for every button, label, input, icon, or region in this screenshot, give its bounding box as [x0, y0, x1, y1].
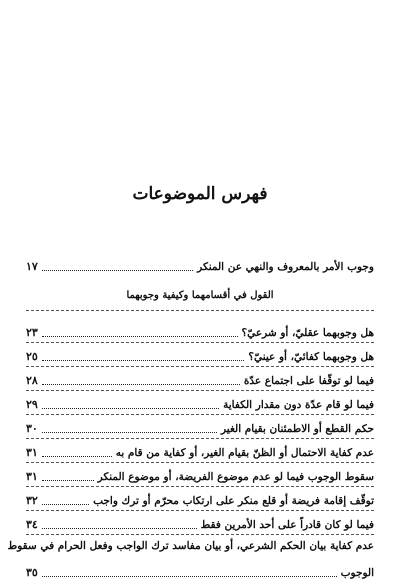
divider	[26, 342, 374, 343]
toc-entry[interactable]	[26, 254, 374, 274]
leader-dots	[42, 383, 240, 385]
toc-entry-title: فيما لو توقّفا على اجتماع عدّة	[243, 375, 374, 387]
leader-dots	[42, 527, 197, 529]
toc-entry-page: ٢٩	[26, 398, 38, 411]
toc-entry-page: ١٧	[26, 260, 38, 273]
toc-entry-title: سقوط الوجوب فيما لو عدم موضوع الفريضة، أو موضوع المنكر	[97, 471, 374, 483]
toc-entry-title: عدم كفاية الاحتمال أو الظنّ بقيام الغير، أو كفاية من قام به	[115, 447, 374, 459]
toc-entry[interactable]	[26, 368, 374, 388]
leader-dots	[42, 335, 238, 337]
toc-entry-title: وجوب الأمر بالمعروف والنهي عن المنكر	[197, 261, 374, 273]
toc-entry[interactable]	[26, 560, 374, 580]
leader-dots	[42, 269, 193, 271]
toc-entry-page: ٣٢	[26, 494, 38, 507]
section-heading: القول في أقسامهما وكيفية وجوبهما	[126, 290, 274, 301]
toc-entry-page: ٢٣	[26, 326, 38, 339]
divider	[26, 462, 374, 463]
toc-entry[interactable]	[26, 320, 374, 340]
toc-entry-title: هل وجوبهما عقليّ، أو شرعيّ؟	[241, 327, 374, 339]
leader-dots	[42, 455, 112, 457]
divider	[26, 510, 374, 511]
toc-entry-title: توقّف إقامة فريضة أو قلع منكر على ارتكاب محرّم أو ترك واجب	[93, 495, 374, 507]
toc-entry[interactable]	[26, 344, 374, 364]
toc-entry[interactable]	[26, 392, 374, 412]
toc-entry-title-line2: الوجوب	[340, 567, 374, 579]
toc-entry-page: ٣٤	[26, 518, 38, 531]
leader-dots	[42, 407, 219, 409]
leader-dots	[42, 575, 337, 577]
toc-entry-title: هل وجوبهما كفائيّ، أو عينيّ؟	[248, 351, 374, 363]
toc-entry-page: ٢٨	[26, 374, 38, 387]
divider	[26, 414, 374, 415]
toc-entry[interactable]	[26, 464, 374, 484]
divider	[26, 438, 374, 439]
toc-entry-page: ٣١	[26, 446, 38, 459]
toc-entry[interactable]	[26, 512, 374, 532]
toc-entry[interactable]	[26, 416, 374, 436]
toc-entry-title: فيما لو قام عدّة دون مقدار الكفاية	[223, 399, 374, 411]
divider	[26, 390, 374, 391]
toc-entry[interactable]	[26, 488, 374, 508]
divider	[26, 310, 374, 311]
divider	[26, 486, 374, 487]
page-title: فهرس الموضوعات	[132, 184, 268, 204]
toc-entry-title-line1[interactable]: عدم كفاية بيان الحكم الشرعي، أو بيان مفاسد ترك الواجب وفعل الحرام في سقوط	[7, 540, 374, 552]
table-of-contents	[7, 0, 374, 586]
leader-dots	[42, 503, 89, 505]
toc-entry-title: فيما لو كان قادراً على أحد الأمرين فقط	[200, 519, 374, 531]
toc-entry-title: حكم القطع أو الاطمئنان بقيام الغير	[221, 423, 374, 435]
toc-entry-page: ٣٠	[26, 422, 38, 435]
divider	[26, 366, 374, 367]
toc-entry-page: ٢٥	[26, 350, 38, 363]
leader-dots	[42, 359, 245, 361]
toc-entry-page: ٣١	[26, 470, 38, 483]
divider	[26, 534, 374, 535]
leader-dots	[42, 431, 217, 433]
toc-entry-page: ٣٥	[26, 566, 38, 579]
toc-entry[interactable]	[26, 440, 374, 460]
leader-dots	[42, 479, 94, 481]
